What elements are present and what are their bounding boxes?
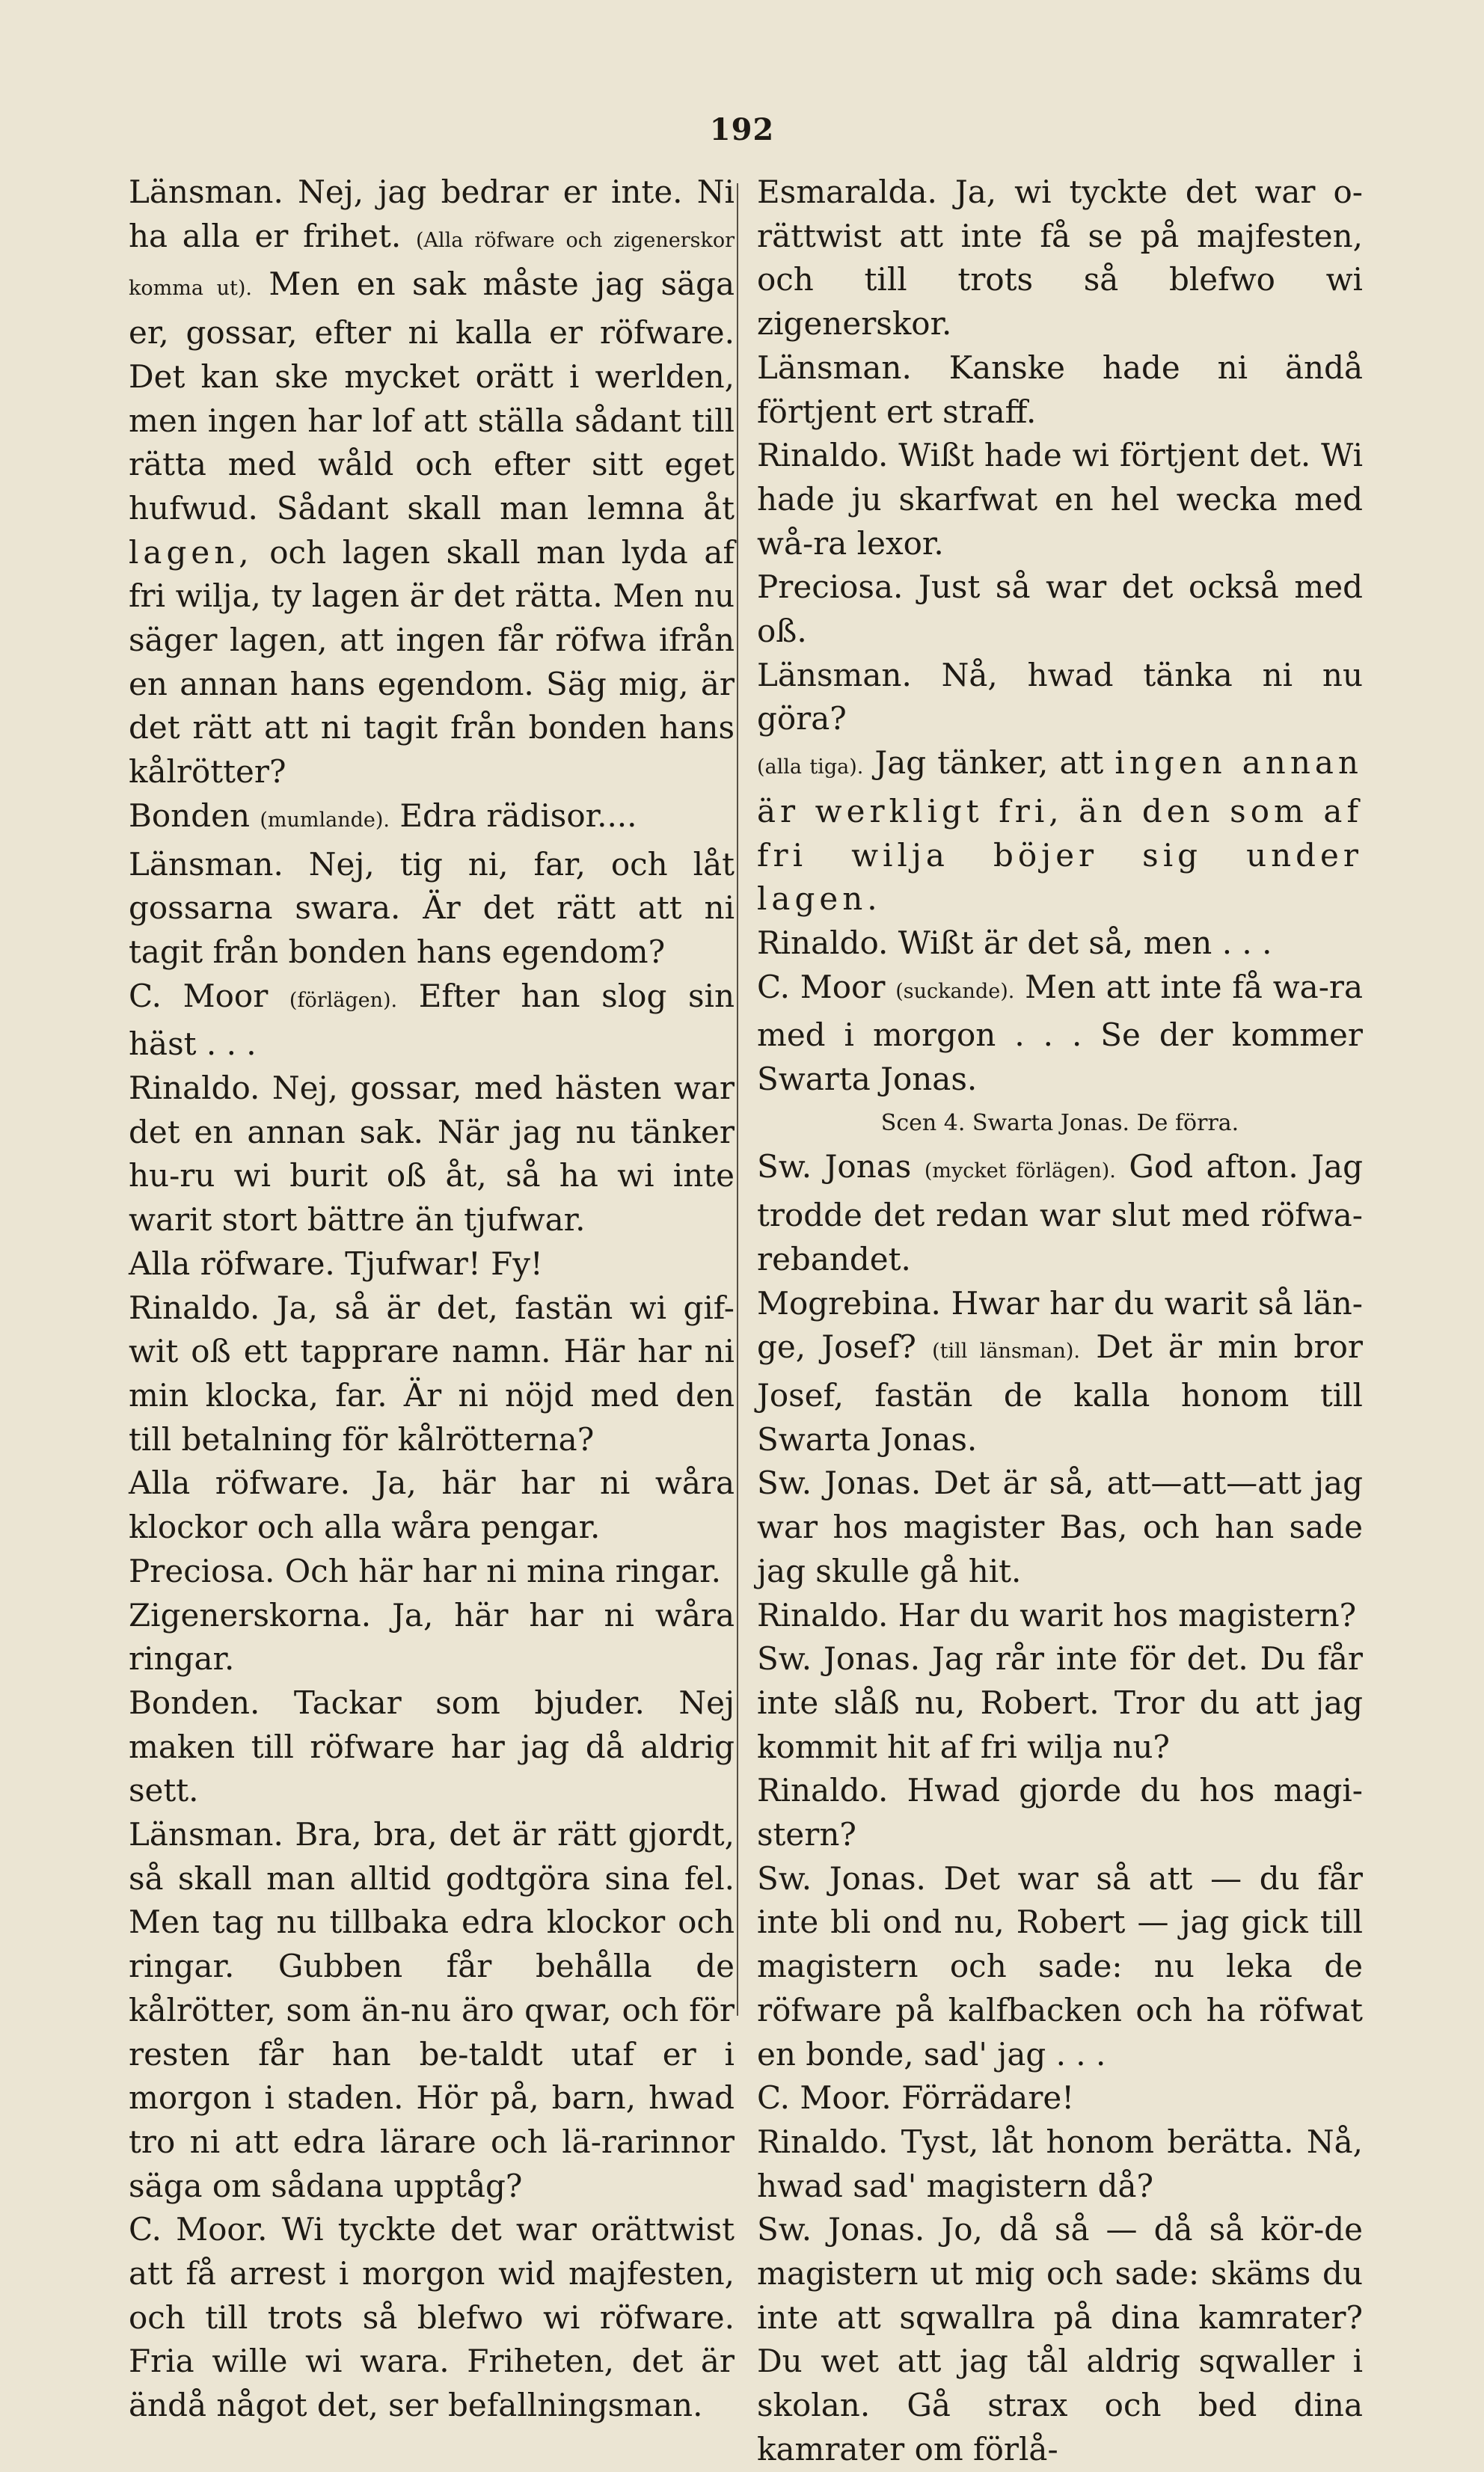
dialogue: Kanske hade ni ändå förtjent ert straff. (757, 349, 1363, 430)
paragraph (757, 1857, 1363, 2077)
column-divider (737, 183, 738, 2016)
speaker: Länsman. (129, 174, 283, 210)
dialogue: Men en sak måste jag säga er, gossar, efter ni kalla er röfware. Det kan ske mycket orätt i werlden, men ingen har lof att ställa sådant till rätta med wåld och efter sitt eget hufwud. Sådant skall man lemna åt (129, 266, 735, 527)
paragraph (757, 565, 1363, 653)
speaker: Sw. Jonas. (757, 1465, 922, 1502)
speaker: Preciosa. (757, 568, 904, 606)
paragraph (129, 1242, 735, 1286)
dialogue: God afton. Jag trodde det redan war slut med röfwa-rebandet. (757, 1148, 1363, 1278)
paragraph (757, 1769, 1363, 1856)
speaker: Länsman. (757, 349, 912, 386)
dialogue: Nej, tig ni, far, och låt gossarna swara. Är det rätt att ni tagit från bonden hans egendom? (129, 845, 735, 970)
paragraph (129, 1462, 735, 1549)
paragraph (757, 1462, 1363, 1593)
paragraph (129, 1067, 735, 1242)
speaker: Länsman. (757, 656, 912, 693)
dialogue: Wißt är det så, men . . . (898, 924, 1272, 961)
speaker: Rinaldo. (757, 1596, 889, 1634)
speaker: Länsman. (129, 1816, 283, 1853)
dialogue: Tjufwar! Fy! (345, 1245, 543, 1282)
stage-direction: (till länsman). (932, 1340, 1080, 1364)
speaker: Rinaldo. (757, 1772, 889, 1809)
speaker: Bonden (129, 797, 250, 834)
speaker: C. Moor (757, 968, 886, 1005)
speaker: Mogrebina. (757, 1284, 941, 1322)
speaker: C. Moor. (129, 2211, 268, 2248)
dialogue: Efter han slog sin häst . . . (129, 977, 735, 1063)
paragraph (757, 2120, 1363, 2208)
dialogue: Wi tyckte det war orättwist att få arrest i morgon wid majfesten, och till trots så blefwo wi röfware. Fria wille wi wara. Friheten, det är ändå något det, ser befallningsman. (129, 2211, 735, 2424)
speaker: C. Moor. (757, 2079, 892, 2117)
dialogue: Ja, här har ni wåra klockor och alla wåra pengar. (129, 1465, 735, 1546)
paragraph (129, 1286, 735, 1462)
page-number: 192 (709, 112, 775, 147)
paragraph (757, 1594, 1363, 1638)
stage-direction: (mumlande). (260, 808, 390, 832)
dialogue: Jo, då så — då så kör-de magistern ut mig och sade: skäms du inte att sqwallra på dina kamrater? Du wet att jag tål aldrig sqwaller i skolan. Gå strax och bed dina kamrater om förlå- (757, 2211, 1363, 2468)
speaker: Sw. Jonas (757, 1148, 912, 1186)
right-column (757, 171, 1363, 2472)
paragraph (757, 741, 1363, 921)
stage-direction: (suckande). (895, 979, 1015, 1003)
stage-direction: (alla tiga). (757, 755, 864, 779)
dialogue: Och här har ni mina ringar. (284, 1552, 721, 1589)
speaker: Preciosa. (129, 1552, 275, 1589)
speaker: Sw. Jonas. (757, 2211, 925, 2248)
paragraph (757, 2076, 1363, 2120)
paragraph (129, 794, 735, 843)
paragraph (757, 921, 1363, 966)
paragraph (129, 975, 735, 1067)
dialogue: Tyst, låt honom berätta. Nå, hwad sad' magistern då? (757, 2123, 1363, 2204)
speaker: Sw. Jonas. (757, 1859, 926, 1897)
speaker: Rinaldo. (757, 924, 889, 961)
dialogue: Men att inte få wa-ra med i morgon . . . Se der kommer Swarta Jonas. (757, 968, 1364, 1098)
dialogue: Tackar som bjuder. Nej maken till röfware har jag då aldrig sett. (129, 1684, 735, 1809)
speaker: Länsman. (129, 845, 283, 883)
dialogue: Bra, bra, det är rätt gjordt, så skall man alltid godtgöra sina fel. Men tag nu tillbaka edra klockor och ringar. Gubben får behålla de kålrötter, som än-nu äro qwar, och för resten får han be-taldt utaf er i morgon i staden. Hör på, barn, hwad tro ni att edra lärare och lä-rarinnor säga om sådana upptåg? (129, 1816, 735, 2204)
dialogue: Ja, så är det, fastän wi gif-wit oß ett tapprare namn. Här har ni min klocka, far. Är ni nöjd med den till betalning för kålrötterna? (129, 1289, 735, 1458)
speaker: Rinaldo. (129, 1070, 260, 1107)
left-column (129, 171, 735, 2428)
dialogue: Det är så, att—att—att jag war hos magister Bas, och han sade jag skulle gå hit. (757, 1465, 1363, 1589)
speaker: Esmaralda. (757, 174, 937, 210)
paragraph (757, 1637, 1363, 1769)
emphasized-text: ingen annan är werkligt fri, än den som af fri wilja böjer sig under lagen. (757, 744, 1363, 918)
scene-heading: Scen 4. Swarta Jonas. De förra. (880, 1109, 1239, 1136)
dialogue: Jag tänker, att (874, 744, 1104, 782)
emphasized-text: lagen, (129, 533, 254, 571)
speaker: Bonden. (129, 1684, 260, 1721)
dialogue: Jag rår inte för det. Du får inte slåß nu, Robert. Tror du att jag kommit hit af fri wilja nu? (757, 1640, 1363, 1765)
paragraph (129, 1550, 735, 1594)
dialogue: Hwad gjorde du hos magi-stern? (757, 1772, 1363, 1853)
dialogue: Wißt hade wi förtjent det. Wi hade ju skarfwat en hel wecka med wå-ra lexor. (757, 437, 1364, 562)
paragraph (757, 1145, 1363, 1281)
dialogue: Nej, gossar, med hästen war det en annan sak. När jag nu tänker hu-ru wi burit oß åt, så ha wi inte warit stort bättre än tjufwar. (129, 1070, 735, 1239)
paragraph (757, 2208, 1363, 2471)
paragraph (129, 2208, 735, 2428)
dialogue: Just så war det också med oß. (757, 568, 1363, 650)
speaker: Sw. Jonas. (757, 1640, 921, 1678)
paragraph (757, 654, 1363, 741)
dialogue: och lagen skall man lyda af fri wilja, ty lagen är det rätta. Men nu säger lagen, att ingen får röfwa ifrån en annan hans egendom. Säg mig, är det rätt att ni tagit från bonden hans kålrötter? (129, 533, 735, 791)
paragraph (757, 434, 1363, 565)
paragraph (129, 1594, 735, 1681)
paragraph (757, 1282, 1363, 1462)
dialogue: Förrädare! (901, 2079, 1075, 2117)
dialogue: Det är min bror Josef, fastän de kalla honom till Swarta Jonas. (757, 1328, 1363, 1458)
dialogue: Ja, wi tyckte det war o-rättwist att inte få se på majfesten, och till trots så blefwo wi zigenerskor. (757, 174, 1363, 343)
speaker: C. Moor (129, 977, 269, 1014)
stage-direction: (Alla röfware och zigenerskor komma ut). (129, 228, 735, 301)
paragraph (129, 843, 735, 975)
paragraph (129, 1813, 735, 2208)
paragraph (129, 1681, 735, 1813)
dialogue: Har du warit hos magistern? (898, 1596, 1357, 1634)
paragraph (757, 171, 1363, 346)
speaker: Rinaldo. (757, 437, 889, 474)
speaker: Alla röfware. (129, 1465, 350, 1502)
paragraph (129, 171, 735, 794)
paragraph (757, 966, 1363, 1102)
speaker: Alla röfware. (129, 1245, 335, 1282)
speaker: Rinaldo. (757, 2123, 889, 2160)
dialogue: Nå, hwad tänka ni nu göra? (757, 656, 1363, 737)
stage-direction: (mycket förlägen). (924, 1159, 1116, 1183)
dialogue: Det war så att — du får inte bli ond nu, Robert — jag gick till magistern och sade: nu leka de röfware på kalfbacken och ha röfwat en bonde, sad' jag . . . (757, 1859, 1363, 2073)
speaker: Rinaldo. (129, 1289, 260, 1326)
dialogue: Edra rädisor.... (399, 797, 637, 834)
dialogue: Hwar har du warit så län-ge, Josef? (757, 1284, 1363, 1366)
dialogue: Ja, här har ni wåra ringar. (129, 1596, 735, 1678)
speaker: Zigenerskorna. (129, 1596, 372, 1634)
stage-direction: (förlägen). (289, 988, 398, 1012)
dialogue: Nej, jag bedrar er inte. Ni ha alla er frihet. (129, 174, 735, 254)
paragraph (757, 346, 1363, 434)
